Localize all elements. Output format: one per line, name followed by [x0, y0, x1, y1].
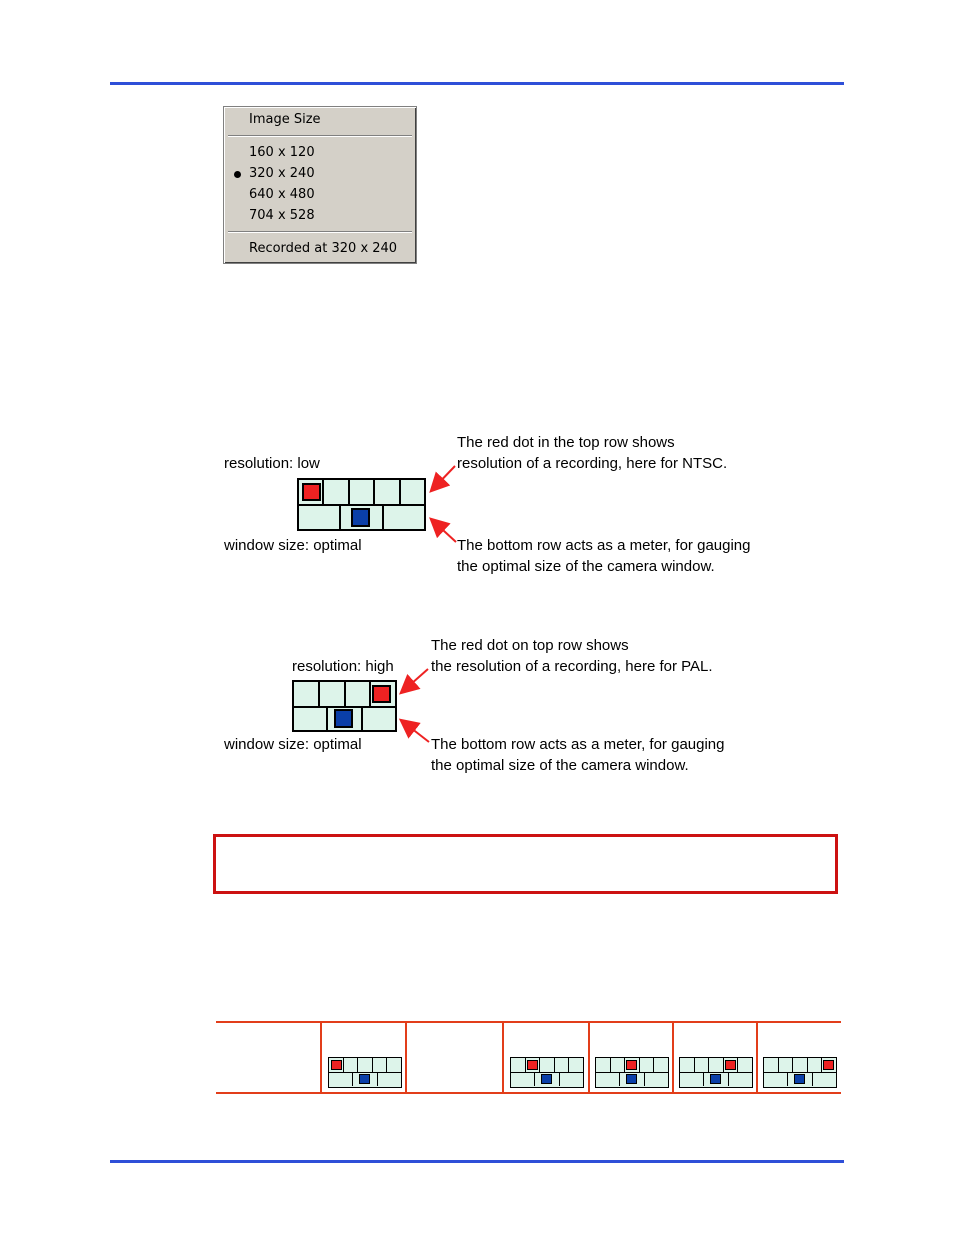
- menu-title: Image Size: [249, 112, 321, 127]
- mini-red-dot: [823, 1060, 834, 1070]
- mini-meter-1: [328, 1057, 402, 1088]
- mini-blue-dot: [541, 1074, 552, 1084]
- mini-meter-2: [510, 1057, 584, 1088]
- pal-note-line1: The red dot on top row shows: [431, 637, 629, 654]
- window-size-label: window size: optimal: [224, 736, 362, 753]
- ntsc-note-line2: resolution of a recording, here for NTSC.: [457, 455, 728, 472]
- resolution-high-label: resolution: high: [292, 658, 394, 675]
- mini-blue-dot: [794, 1074, 805, 1084]
- mini-meter-5: [763, 1057, 837, 1088]
- meter-states-table: [216, 1021, 841, 1094]
- footer-rule: [110, 1160, 844, 1163]
- mini-blue-dot: [626, 1074, 637, 1084]
- resolution-low-label: resolution: low: [224, 455, 320, 472]
- meter-note-line1: The bottom row acts as a meter, for gauging: [431, 736, 725, 753]
- pal-note-line2: the resolution of a recording, here for PAL.: [431, 658, 713, 675]
- arrow-to-pal-bottom-row: [402, 721, 429, 742]
- window-size-label: window size: optimal: [224, 537, 362, 554]
- arrow-to-pal-top-row: [402, 669, 428, 692]
- mini-meter-3: [595, 1057, 669, 1088]
- meter-note-line2: the optimal size of the camera window.: [457, 558, 715, 575]
- mini-blue-dot: [710, 1074, 721, 1084]
- meter-note-line1: The bottom row acts as a meter, for gauging: [457, 537, 751, 554]
- mini-blue-dot: [359, 1074, 370, 1084]
- mini-red-dot: [626, 1060, 637, 1070]
- menu-item-160x120[interactable]: 160 x 120: [249, 145, 315, 160]
- arrow-to-ntsc-bottom-row: [432, 520, 456, 542]
- mini-red-dot: [725, 1060, 736, 1070]
- mini-red-dot: [527, 1060, 538, 1070]
- mini-red-dot: [331, 1060, 342, 1070]
- menu-item-704x528[interactable]: 704 x 528: [249, 208, 315, 223]
- mini-meter-4: [679, 1057, 753, 1088]
- menu-item-recorded-at[interactable]: Recorded at 320 x 240: [249, 241, 398, 256]
- menu-item-320x240[interactable]: 320 x 240: [249, 166, 315, 181]
- menu-item-640x480[interactable]: 640 x 480: [249, 187, 315, 202]
- arrow-to-ntsc-top-row: [432, 466, 455, 490]
- note-box: [213, 834, 838, 894]
- ntsc-note-line1: The red dot in the top row shows: [457, 434, 675, 451]
- meter-note-line2: the optimal size of the camera window.: [431, 757, 689, 774]
